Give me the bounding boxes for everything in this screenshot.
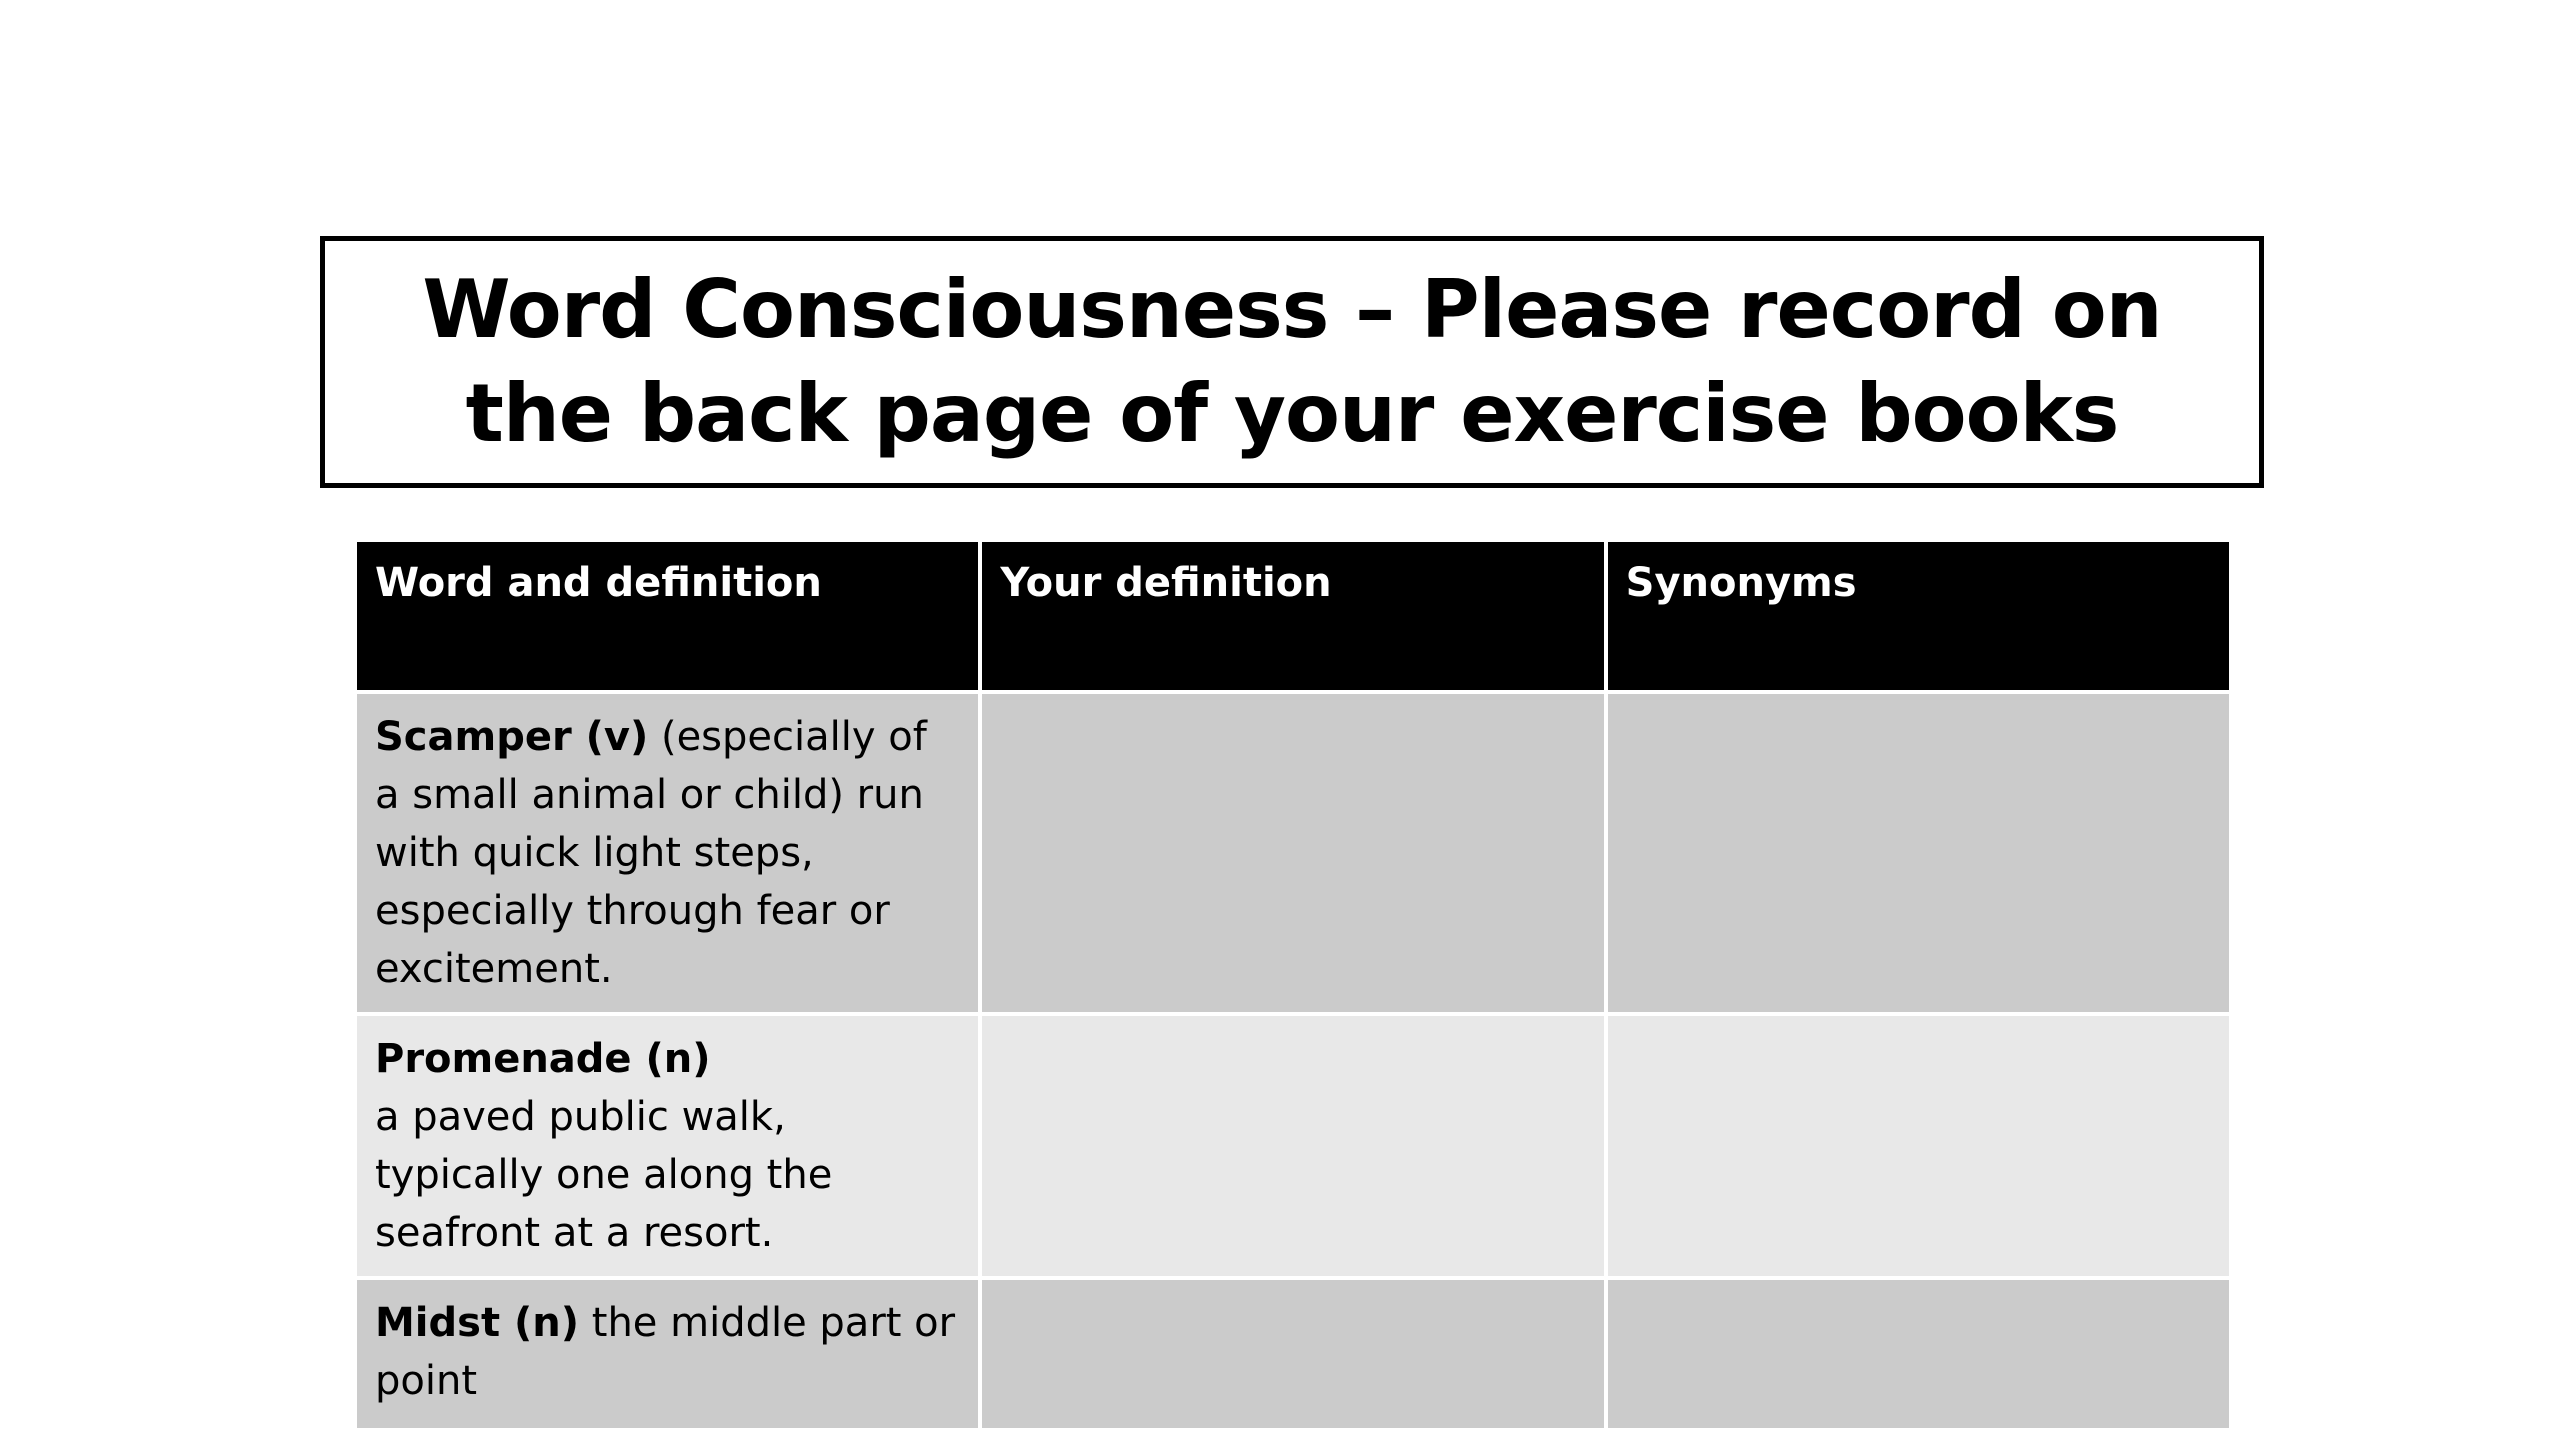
synonyms-cell[interactable] [1606,1278,2231,1430]
word-definition-cell [355,1278,980,1430]
word-definition-cell [355,1014,980,1278]
synonyms-cell[interactable] [1606,692,2231,1014]
word-definition: a paved public walk, typically one along the seafront at a resort. [375,1094,833,1256]
word-definition: (especially of a small animal or child) run with quick light steps, especially through fear or excitement. [375,714,927,992]
page-title: Word Consciousness – Please record on the back page of your exercise books [422,263,2162,460]
word-definition-cell [355,692,980,1014]
vocabulary-table [353,538,2233,1432]
header-your-definition: Your definition [980,540,1605,692]
table-header-row [355,540,2231,692]
your-definition-cell[interactable] [980,1278,1605,1430]
word-definition: the middle part or point [375,1300,956,1404]
table-row [355,692,2231,1014]
word-term: Scamper (v) [375,714,649,760]
header-synonyms: Synonyms [1606,540,2231,692]
your-definition-cell[interactable] [980,1014,1605,1278]
header-word-and-definition: Word and definition [355,540,980,692]
table-row [355,1014,2231,1278]
synonyms-cell[interactable] [1606,1014,2231,1278]
title-box [320,236,2264,488]
table-row [355,1278,2231,1430]
word-term: Promenade (n) [375,1036,711,1082]
your-definition-cell[interactable] [980,692,1605,1014]
word-term: Midst (n) [375,1300,580,1346]
